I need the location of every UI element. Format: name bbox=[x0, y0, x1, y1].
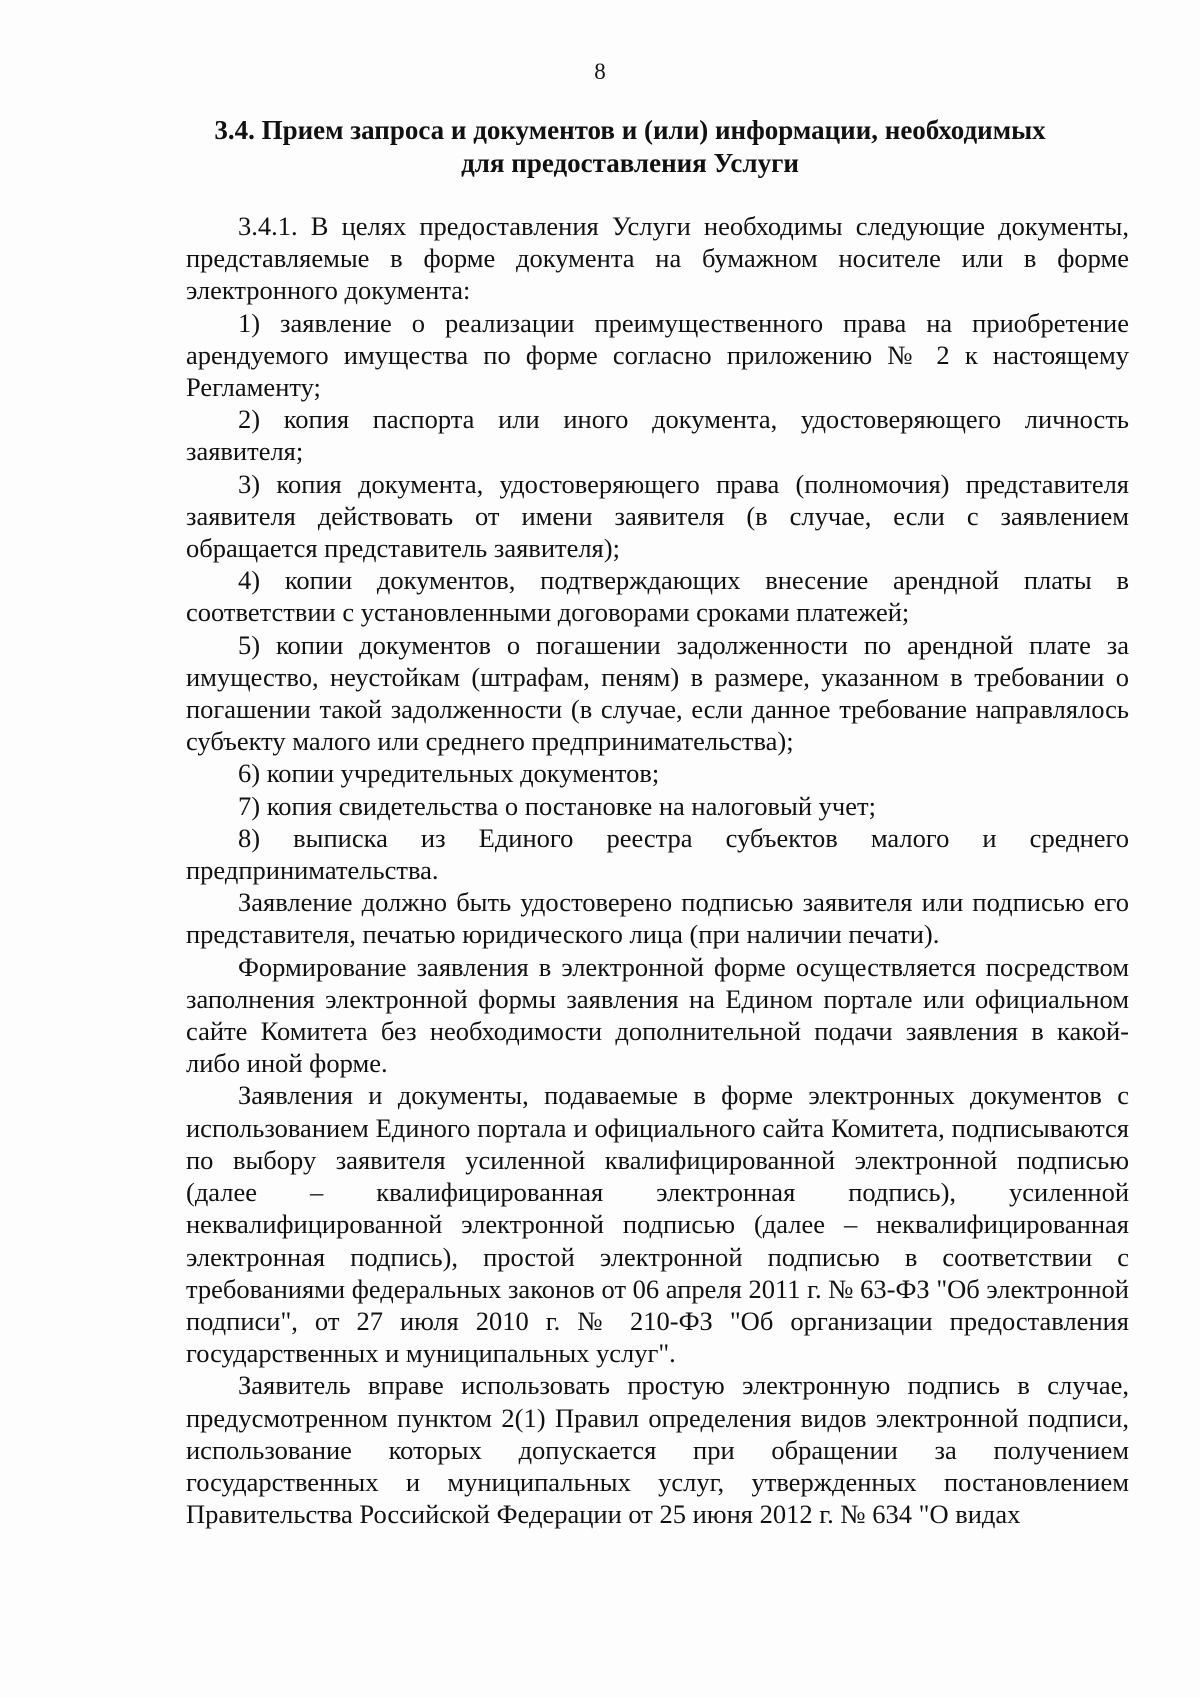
paragraph-simple-signature: Заявитель вправе использовать простую электронную подпись в случае, предусмотренном пунктом 2(1) Правил определения видов электронной подписи, использование которых допускается при обращении за получением государственных и муниципальных услуг, утвержденных постановлением Правительства Российской Федерации от 25 июня 2012 г. № 634 "О видах bbox=[186, 1370, 1129, 1530]
paragraph-3-4-1: 3.4.1. В целях предоставления Услуги необходимы следующие документы, представляемые в форме документа на бумажном носителе или в форме электронного документа: bbox=[186, 211, 1129, 306]
list-item-7: 7) копия свидетельства о постановке на налоговый учет; bbox=[238, 790, 876, 821]
page-number: 8 bbox=[594, 59, 606, 84]
paragraph-electronic-signatures: Заявления и документы, подаваемые в форме электронных документов с использованием Единого портала и официального сайта Комитета, подписываются по выбору заявителя усиленной квалифицированной электронной подписью (далее – квалифицированная электронная подпись), усиленной неквалифицированной электронной подписью (далее – неквалифицированная электронная подпись), простой электронной подписью в соответствии с требованиями федеральных законов от 06 апреля 2011 г. № 63-ФЗ "Об электронной подписи", от 27 июля 2010 г. № 210-ФЗ "Об организации предоставления государственных и муниципальных услуг". bbox=[186, 1080, 1129, 1369]
paragraph-electronic-form: Формирование заявления в электронной форме осуществляется посредством заполнения электронной формы заявления на Едином портале или официальном сайте Комитета без необходимости дополнительной подачи заявления в какой-либо иной форме. bbox=[186, 951, 1129, 1079]
list-item-4: 4) копии документов, подтверждающих внесение арендной платы в соответствии с установленными договорами сроками платежей; bbox=[186, 565, 1129, 628]
list-item-2: 2) копия паспорта или иного документа, удостоверяющего личность заявителя; bbox=[186, 404, 1129, 467]
section-heading-line-1: 3.4. Прием запроса и документов и (или) информации, необходимых bbox=[214, 115, 1046, 145]
list-item-1: 1) заявление о реализации преимущественного права на приобретение арендуемого имущества по форме согласно приложению № 2 к настоящему Регламенту; bbox=[186, 307, 1129, 403]
list-item-6: 6) копии учредительных документов; bbox=[238, 758, 660, 789]
paragraph-signature-requirement: Заявление должно быть удостоверено подписью заявителя или подписью его представителя, печатью юридического лица (при наличии печати). bbox=[186, 887, 1129, 950]
list-item-5: 5) копии документов о погашении задолженности по арендной плате за имущество, неустойкам (штрафам, пеням) в размере, указанном в требовании о погашении такой задолженности (в случае, если данное требование направлялось субъекту малого или среднего предпринимательства); bbox=[186, 629, 1129, 757]
document-body bbox=[186, 210, 1129, 1530]
section-heading bbox=[150, 114, 1110, 180]
section-heading-line-2: для предоставления Услуги bbox=[461, 148, 799, 178]
list-item-3: 3) копия документа, удостоверяющего права (полномочия) представителя заявителя действовать от имени заявителя (в случае, если с заявлением обращается представитель заявителя); bbox=[186, 468, 1129, 564]
list-item-8: 8) выписка из Единого реестра субъектов малого и среднего предпринимательства. bbox=[186, 822, 1129, 886]
